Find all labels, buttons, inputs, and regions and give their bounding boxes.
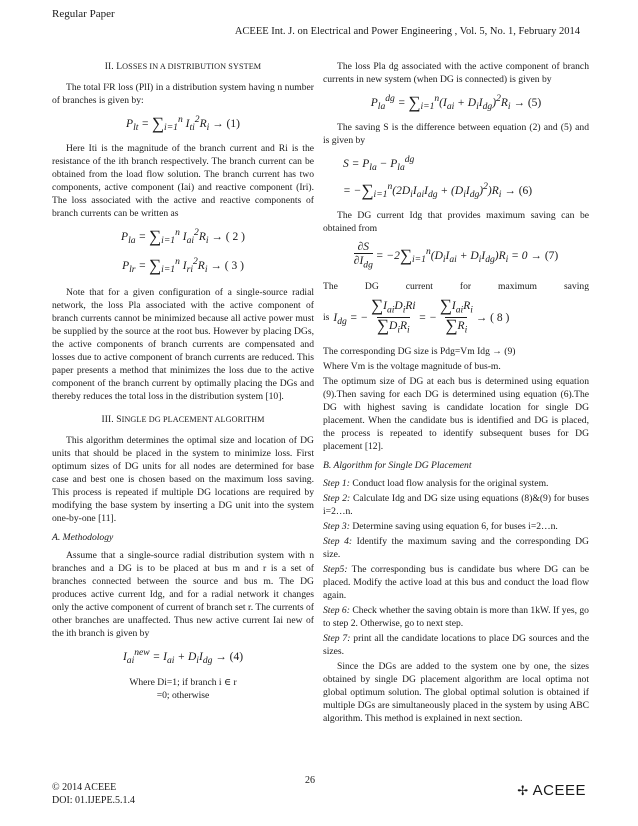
section-heading-losses: II. LOSSES IN A DISTRIBUTION SYSTEM (104, 62, 262, 72)
equation-6a: $S = P_{la} - P_{la}^{dg}$ (343, 154, 415, 174)
paragraph: The corresponding DG size is Pdg=Vm Idg → (9) (323, 346, 516, 358)
step-text: Determine saving using equation 6, for buses i=2…n. (349, 521, 558, 533)
step-text: Conduct load flow analysis for the original system. (349, 478, 549, 490)
journal-type-label: Regular Paper (52, 8, 115, 20)
algorithm-step (323, 477, 589, 490)
step-label: Step 1: (323, 478, 350, 490)
paragraph: The optimum size of DG at each bus is determined using equation (9).Then saving for each DG is determined using equation (6).The DG with highest saving is candidate location for single DG placement. When the candidate bus is identified and DG is placed, the process is repeated to identify subsequent buses for DG placement [12]. (323, 376, 589, 453)
step-label: Step 4: (323, 536, 353, 548)
equation-7: ∂S $\partial I_{dg} = -2\sum_{i=1}^n(D_iI_{ai} + D_iI_{dg})R_i = 0 \to (7)$ (353, 241, 559, 271)
paragraph: Assume that a single-source radial distribution system with n branches and a DG is to be placed at bus m and r is a set of branches connected between the source and bus m. The DG produces active current Idg, and for a radial network it changes only the active component of current of branch set r. The currents of other branches are unaffected. Thus new active current Iai new of the ith branch is given by (52, 550, 314, 640)
step-text: Identify the maximum saving and the corresponding DG size. (323, 536, 589, 561)
algorithm-steps (323, 477, 589, 658)
logo-mark-icon: ✢ (517, 783, 529, 798)
step-label: Step5: (323, 564, 348, 576)
equation-1: $P_{lt} = \sum_{i=1}^n$ $I_{ti}^2R_i \to (1)$ (126, 113, 240, 134)
equation-8: $I_{dg}$ = − $\sum I_{ai}D_iRi$ $\sum D_iR_i$ = − $\sum I_{ai}R_i$ $\sum R_i$ → ( 8 ) (333, 295, 510, 336)
right-column (323, 60, 589, 731)
paragraph: This algorithm determines the optimal size and location of DG units that should be placed in the system to minimize loss. First optimum sizes of DG units for all nodes are determined for base case and best one is chosen based on the maximum loss saving. This process is repeated if multiple DG locations are required by modifying the base system by inserting a DG unit into the system one-by-one [11]. (52, 435, 314, 525)
subsection-heading: B. Algorithm for Single DG Placement (323, 460, 472, 472)
equation-2: $P_{la} = \sum_{i=1}^n$ $I_{ai}^2R_i$ → ( 2 ) (121, 226, 245, 247)
paragraph: Here Iti is the magnitude of the branch current and Ri is the resistance of the ith branch respectively. The branch current can be obtained from the load flow solution. The branch current has two components, active component (Iai) and reactive component (Iri). The loss associated with the active and reactive components of branch currents can be written as (52, 143, 314, 220)
paragraph: The loss Pla dg associated with the active component of branch currents in new system (when DG is connected) is given by (323, 61, 589, 85)
left-column (52, 60, 314, 702)
algorithm-step (323, 604, 589, 630)
paragraph: Since the DGs are added to the system one by one, the sizes obtained by single DG placement algorithm are local optima not global optimum solution. The global optimal solution is obtained if multiple DGs are simultaneously placed in the system by using ABC algorithm. This method is explained in next section. (323, 661, 589, 725)
algorithm-step (323, 535, 589, 561)
equation-4: $I_{ai}^{new} = I_{ai} + D_iI_{dg} \to (4)$ (122, 647, 244, 667)
algorithm-step (323, 492, 589, 518)
journal-citation-header: ACEEE Int. J. on Electrical and Power Engineering , Vol. 5, No. 1, February 2014 (234, 26, 580, 37)
where-clause: Where Di=1; if branch i ∈ r =0; otherwise (129, 676, 237, 701)
paragraph: Where Vm is the voltage magnitude of bus-m. (323, 361, 501, 373)
equation-3: $P_{lr} = \sum_{i=1}^n$ $I_{ri}^2R_i$ → ( 3 ) (122, 256, 244, 276)
equation-6b: = $-\sum_{i=1}^n(2D_iI_{ai}I_{dg} + (D_iI_{dg})^2)R_i \to (6)$ (343, 181, 533, 201)
paragraph: The saving S is the difference between equation (2) and (5) and is given by (323, 122, 589, 147)
step-label: Step 2: (323, 493, 351, 505)
equation-8-row: is $I_{dg}$ = − $\sum I_{ai}D_iRi$ $\sum D_iR_i$ = − $\sum I_{ai}R_i$ $\sum R_i$ → ( 8 ) (323, 295, 510, 336)
paragraph: The DG current Idg that provides maximum saving can be obtained from (323, 210, 589, 235)
page-number: 26 (305, 775, 315, 786)
step-label: Step 7: (323, 633, 351, 645)
step-text: The corresponding bus is candidate bus where DG can be placed. Modify the active load at this bus and conduct the load flow again. (323, 564, 589, 602)
algorithm-step (323, 632, 589, 658)
step-text: Calculate Idg and DG size using equations (8)&(9) for buses i=2…n. (323, 493, 589, 518)
doi: DOI: 01.IJEPE.5.1.4 (52, 795, 136, 806)
step-text: Check whether the saving obtain is more than 1kW. If yes, go to step 2. Otherwise, go to next step. (323, 605, 589, 630)
paragraph: Note that for a given configuration of a single-source radial network, the loss Pla associated with the active component of branch currents cannot be minimized because all active power must be supplied by the source at the root bus. However by placing DGs, the active components of branch currents are compensated and losses due to active component of branch currents are reduced. This paper presents a method that minimizes the loss due to the active component of the branch current by optimally placing the DGs and thereby reduces the total loss in the distribution system [10]. (52, 287, 314, 403)
section-heading-algorithm: III. SINGLE DG PLACEMENT ALGORITHM (101, 415, 265, 426)
copyright: © 2014 ACEEE (52, 782, 117, 793)
step-label: Step 3: (323, 521, 350, 533)
paragraph: The DG current for maximum saving (323, 280, 589, 292)
algorithm-step (323, 563, 589, 602)
paragraph: The total I²R loss (PlI) in a distribution system having n number of branches is given by: (52, 82, 314, 106)
footer-left (52, 781, 135, 807)
algorithm-step (323, 520, 589, 533)
subsection-heading: A. Methodology (52, 532, 114, 544)
step-label: Step 6: (323, 605, 350, 617)
equation-5: $P_{la}^{dg} = \sum_{i=1}^n(I_{ai} + D_iI_{dg})^2R_i \to (5)$ (370, 92, 542, 113)
publisher-logo: ✢ ACEEE (517, 782, 586, 799)
step-text: print all the candidate locations to place DG sources and the sizes. (323, 633, 589, 658)
